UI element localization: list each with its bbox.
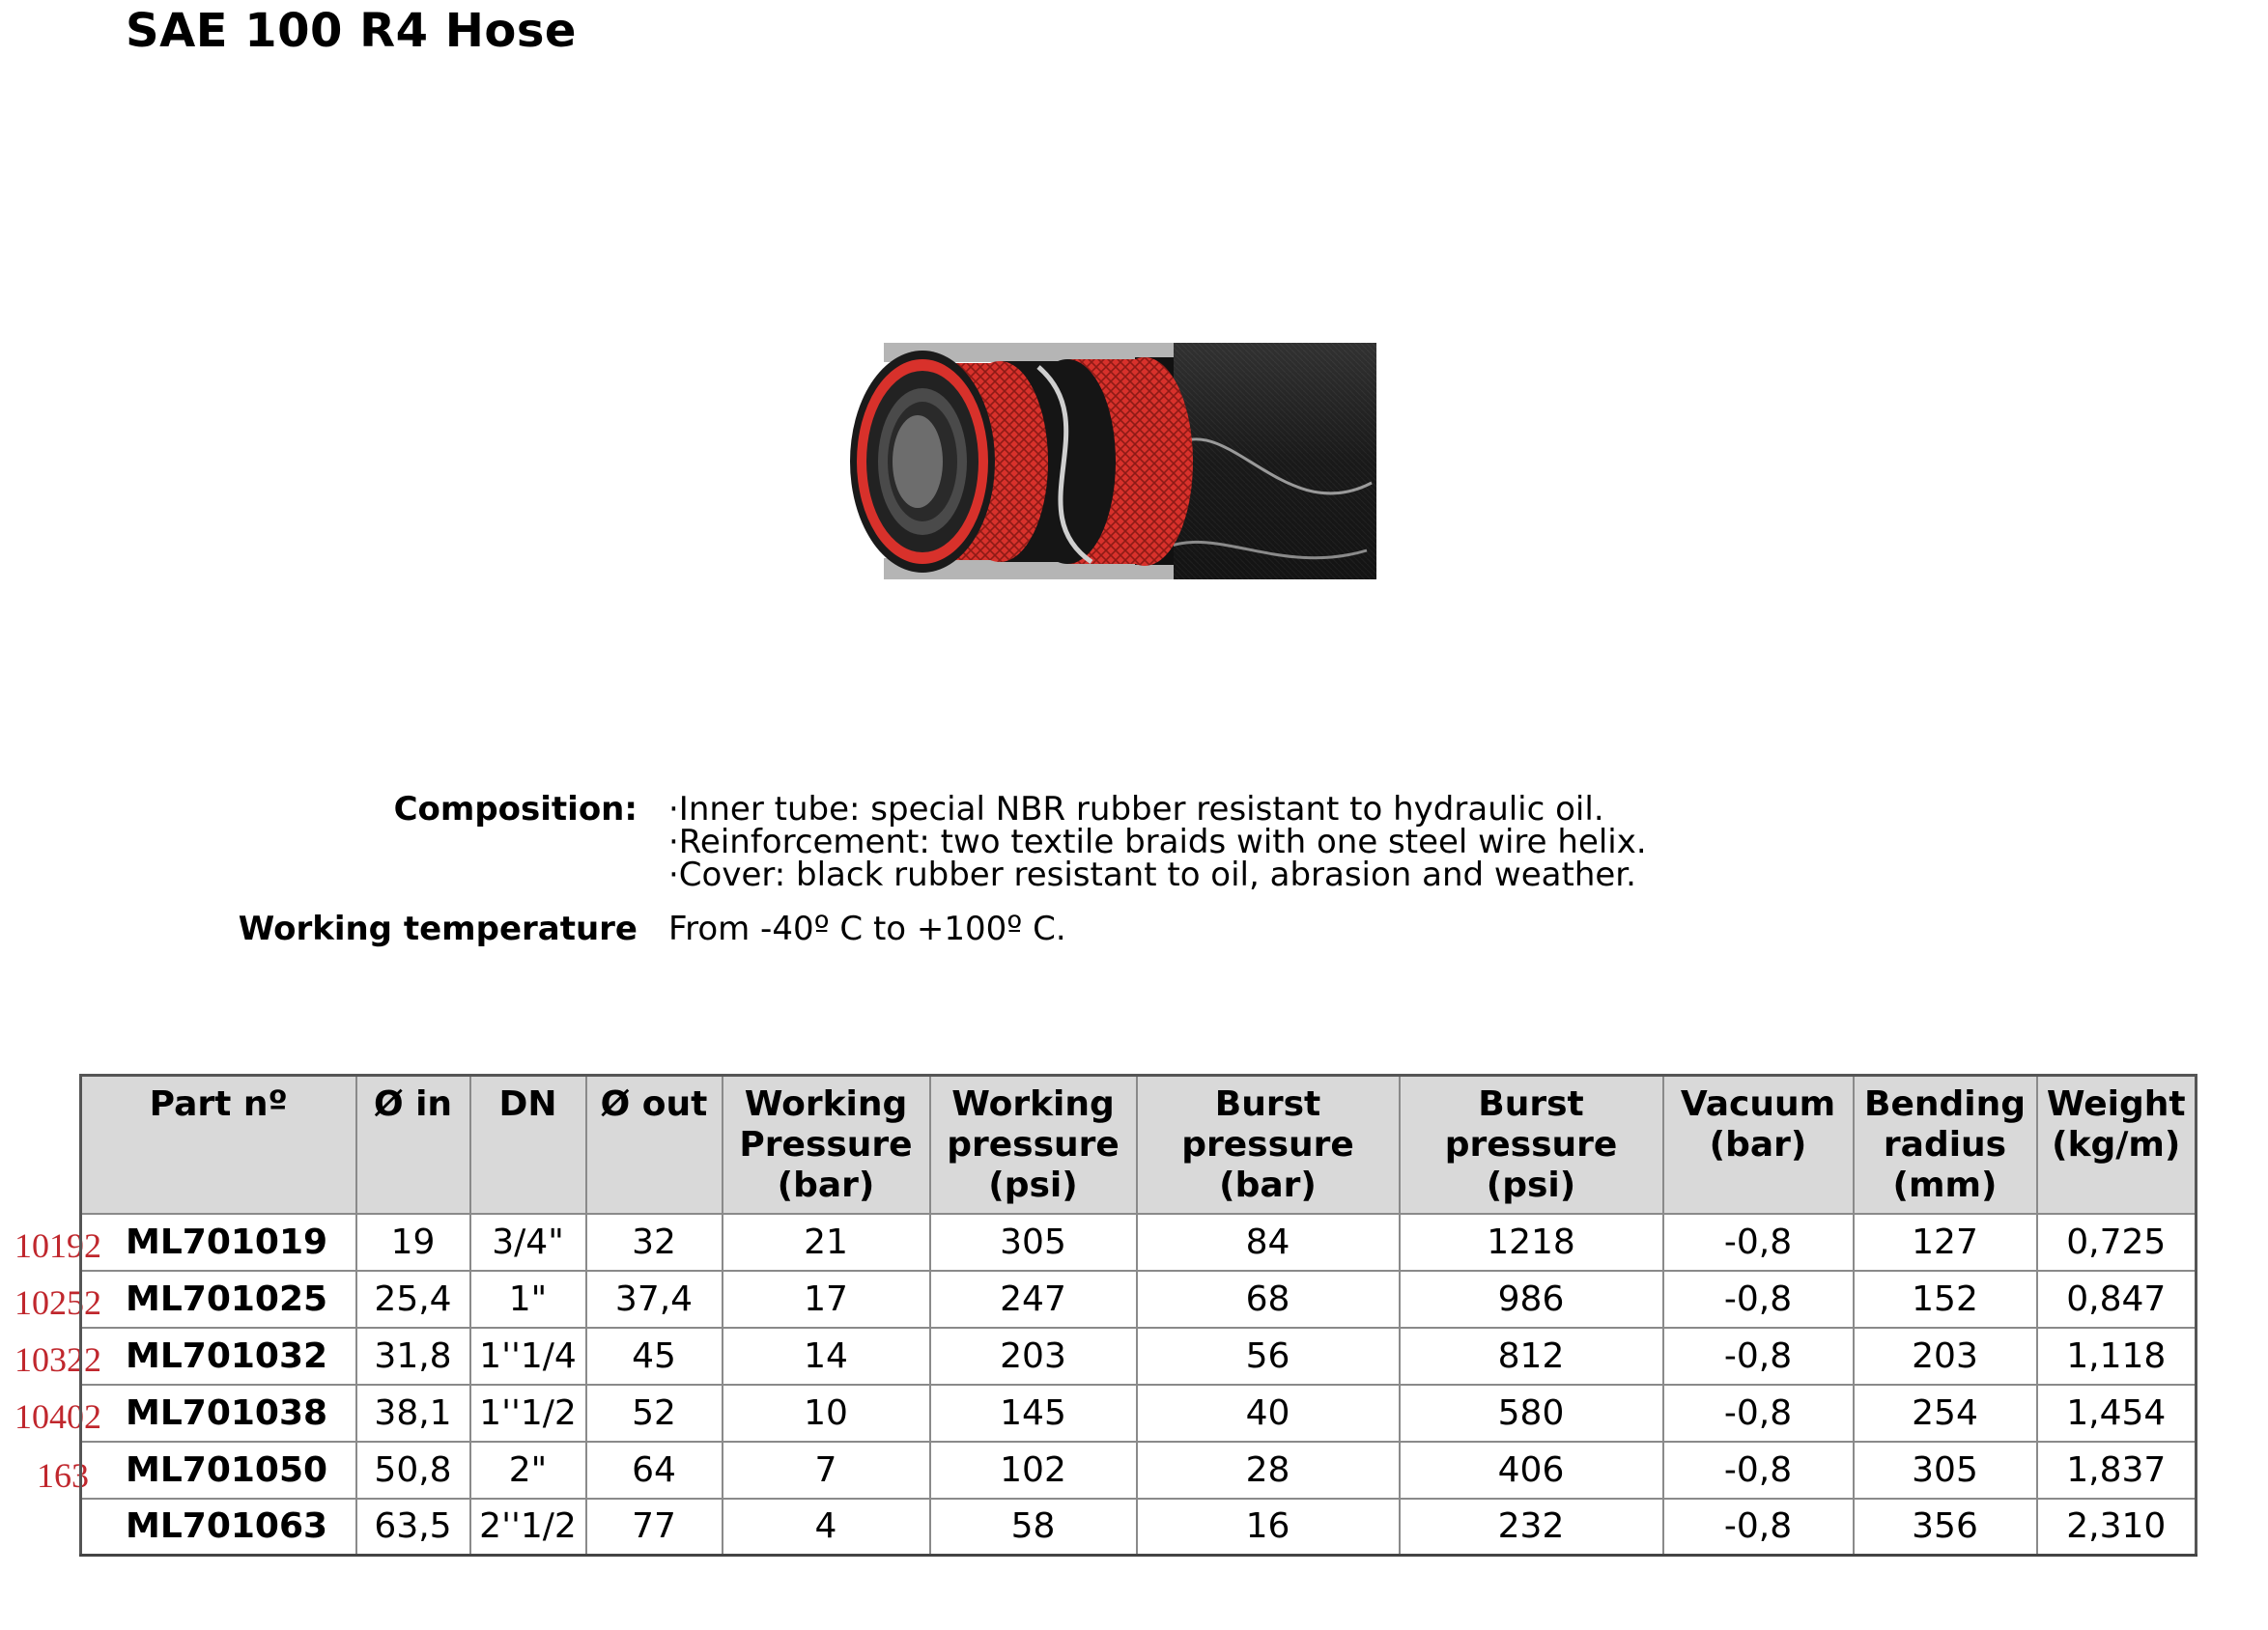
column-header-weight: Weight (kg/m) [2037,1076,2197,1214]
cell-burst-pressure-bar: 84 [1137,1214,1400,1271]
cell-diameter-in: 31,8 [356,1328,470,1385]
cell-bending-radius: 152 [1854,1271,2037,1328]
cell-diameter-out: 52 [586,1385,723,1442]
cell-working-pressure-bar: 17 [723,1271,930,1328]
composition-lines [668,790,1647,894]
column-header-bending-radius: Bending radius (mm) [1854,1076,2037,1214]
cell-bending-radius: 254 [1854,1385,2037,1442]
cell-diameter-out: 77 [586,1499,723,1556]
cell-burst-pressure-psi: 406 [1400,1442,1663,1499]
cell-vacuum: -0,8 [1663,1214,1854,1271]
column-header-burst-pressure-psi: Burst pressure (psi) [1400,1076,1663,1214]
cell-burst-pressure-psi: 232 [1400,1499,1663,1556]
table-row [81,1385,2197,1442]
composition-line: ·Reinforcement: two textile braids with one steel wire helix. [668,823,1647,861]
cell-dn: 1''1/2 [470,1385,586,1442]
cell-vacuum: -0,8 [1663,1442,1854,1499]
column-header-vacuum: Vacuum (bar) [1663,1076,1854,1214]
table-row [81,1214,2197,1271]
cell-working-pressure-psi: 102 [930,1442,1137,1499]
table-row [81,1271,2197,1328]
cell-burst-pressure-psi: 812 [1400,1328,1663,1385]
cell-dn: 2" [470,1442,586,1499]
row-annotation: 10402 [14,1397,101,1436]
cell-diameter-out: 64 [586,1442,723,1499]
row-annotation: 163 [37,1456,89,1495]
cell-dn: 2''1/2 [470,1499,586,1556]
cell-burst-pressure-psi: 580 [1400,1385,1663,1442]
cell-weight: 2,310 [2037,1499,2197,1556]
table-row [81,1328,2197,1385]
column-header-working-pressure-bar: Working Pressure (bar) [723,1076,930,1214]
composition-line: ·Cover: black rubber resistant to oil, abrasion and weather. [668,856,1636,894]
row-annotation: 10192 [14,1226,101,1265]
cell-dn: 1''1/4 [470,1328,586,1385]
cell-dn: 3/4" [470,1214,586,1271]
page-title: SAE 100 R4 Hose [126,4,577,58]
column-header-diameter-in: Ø in [356,1076,470,1214]
cell-working-pressure-bar: 7 [723,1442,930,1499]
cell-vacuum: -0,8 [1663,1271,1854,1328]
cell-part-no: ML701025 [81,1271,356,1328]
row-annotation: 10252 [14,1283,101,1322]
column-header-burst-pressure-bar: Burst pressure (bar) [1137,1076,1400,1214]
cell-weight: 0,725 [2037,1214,2197,1271]
cell-diameter-in: 25,4 [356,1271,470,1328]
cell-working-pressure-bar: 14 [723,1328,930,1385]
cell-weight: 1,837 [2037,1442,2197,1499]
cell-diameter-in: 38,1 [356,1385,470,1442]
cell-working-pressure-psi: 58 [930,1499,1137,1556]
cell-bending-radius: 356 [1854,1499,2037,1556]
cell-burst-pressure-bar: 68 [1137,1271,1400,1328]
cell-weight: 1,454 [2037,1385,2197,1442]
cell-working-pressure-psi: 145 [930,1385,1137,1442]
cell-burst-pressure-bar: 28 [1137,1442,1400,1499]
hose-spec-table [79,1074,2197,1557]
working-temperature-value: From -40º C to +100º C. [668,910,1066,948]
row-annotation: 10322 [14,1340,101,1379]
table-row [81,1442,2197,1499]
cell-part-no: ML701019 [81,1214,356,1271]
composition-label: Composition: [393,790,638,829]
cell-bending-radius: 305 [1854,1442,2037,1499]
cell-working-pressure-psi: 203 [930,1328,1137,1385]
cell-dn: 1" [470,1271,586,1328]
cell-vacuum: -0,8 [1663,1499,1854,1556]
working-temperature-label: Working temperature [238,910,638,948]
column-header-diameter-out: Ø out [586,1076,723,1214]
cell-diameter-out: 37,4 [586,1271,723,1328]
cell-working-pressure-bar: 4 [723,1499,930,1556]
cell-part-no: ML701050 [81,1442,356,1499]
cell-working-pressure-bar: 21 [723,1214,930,1271]
cell-burst-pressure-psi: 1218 [1400,1214,1663,1271]
cell-weight: 1,118 [2037,1328,2197,1385]
cell-burst-pressure-bar: 16 [1137,1499,1400,1556]
cell-burst-pressure-bar: 56 [1137,1328,1400,1385]
cell-weight: 0,847 [2037,1271,2197,1328]
table-header-row [81,1076,2197,1214]
cell-burst-pressure-psi: 986 [1400,1271,1663,1328]
cell-working-pressure-psi: 247 [930,1271,1137,1328]
cell-burst-pressure-bar: 40 [1137,1385,1400,1442]
cell-working-pressure-bar: 10 [723,1385,930,1442]
cell-diameter-in: 63,5 [356,1499,470,1556]
composition-line: ·Inner tube: special NBR rubber resistant to hydraulic oil. [668,790,1604,829]
hose-cutaway-image [816,338,1376,589]
cell-diameter-in: 50,8 [356,1442,470,1499]
cell-diameter-out: 45 [586,1328,723,1385]
cell-diameter-in: 19 [356,1214,470,1271]
column-header-part-no: Part nº [81,1076,356,1214]
cell-vacuum: -0,8 [1663,1328,1854,1385]
cell-vacuum: -0,8 [1663,1385,1854,1442]
cell-working-pressure-psi: 305 [930,1214,1137,1271]
table-row [81,1499,2197,1556]
cell-part-no: ML701032 [81,1328,356,1385]
cell-part-no: ML701038 [81,1385,356,1442]
cell-diameter-out: 32 [586,1214,723,1271]
column-header-working-pressure-psi: Working pressure (psi) [930,1076,1137,1214]
cell-bending-radius: 127 [1854,1214,2037,1271]
cell-part-no: ML701063 [81,1499,356,1556]
cell-bending-radius: 203 [1854,1328,2037,1385]
column-header-dn: DN [470,1076,586,1214]
